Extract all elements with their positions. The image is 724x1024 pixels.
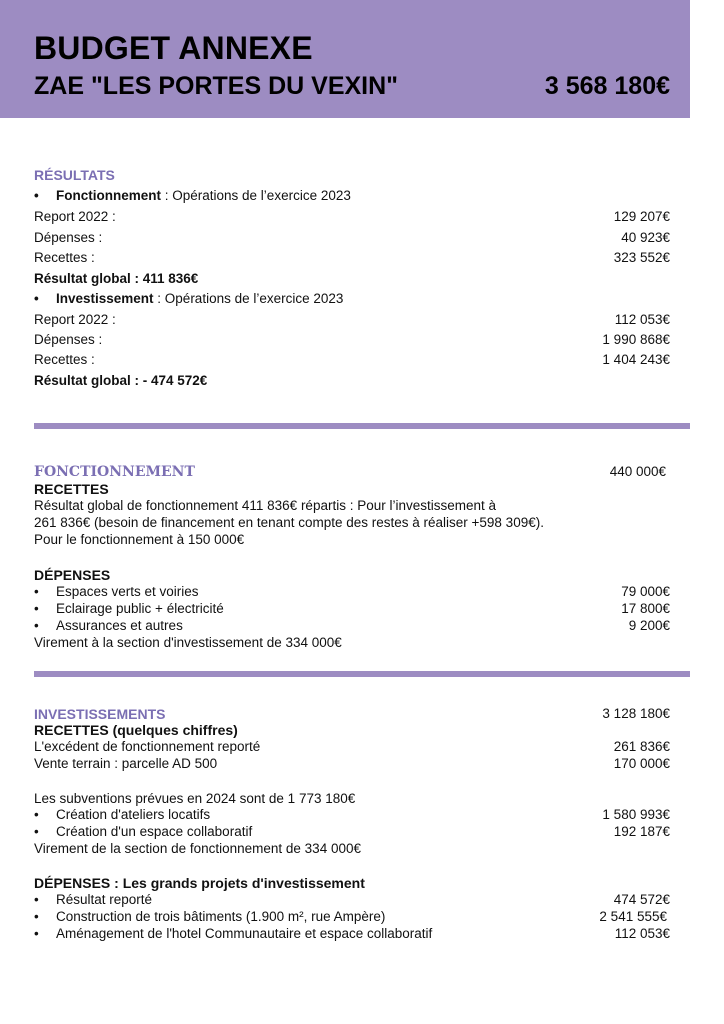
list-item [34,806,670,824]
list-item [34,600,670,618]
recettes-title: RECETTES (quelques chiffres) [34,722,238,738]
bullet-icon: • [34,291,39,306]
global-result-text: Résultat global : 411 836€ [34,271,199,286]
investissements-total: 3 128 180€ [602,706,670,721]
bullet-icon: • [34,584,39,599]
row-label: Report 2022 : [34,312,116,327]
virement-text: Virement de la section de fonctionnement de 334 000€ [34,841,361,856]
investissement-global-result [34,372,670,390]
row-label: L'excédent de fonctionnement reporté [34,739,261,754]
resultats-title: RÉSULTATS [34,167,115,183]
paragraph-line: Pour le fonctionnement à 150 000€ [34,532,245,547]
list-item [34,617,670,635]
recettes-heading [34,721,670,739]
document-total: 3 568 180€ [544,72,670,100]
row-value: 261 836€ [613,739,670,754]
bullet-icon: • [34,892,39,907]
list-item [34,925,670,943]
fonctionnement-label: Fonctionnement [56,188,161,203]
depenses-title: DÉPENSES : Les grands projets d'investissement [34,875,365,891]
depenses-heading [34,874,670,892]
list-item [34,583,670,601]
document-title: BUDGET ANNEXE [34,30,313,66]
bullet-icon: • [34,188,39,203]
investissements-title: INVESTISSEMENTS [34,706,166,722]
subventions-intro-text: Les subventions prévues en 2024 sont de 1 773 180€ [34,791,356,806]
recettes-title: RECETTES [34,481,109,497]
bullet-icon: • [34,909,39,924]
fonctionnement-total: 440 000€ [609,464,666,479]
paragraph-line: Résultat global de fonctionnement 411 836€ répartis : Pour l’investissement à [34,498,497,513]
resultats-heading [34,166,670,184]
section-divider [34,671,690,677]
row-value: 1 404 243€ [602,352,670,367]
item-label: Création d'un espace collaboratif [56,824,253,839]
virement-text: Virement à la section d'investissement de 334 000€ [34,635,342,650]
item-label: Création d'ateliers locatifs [56,807,211,822]
table-row [34,229,670,247]
recettes-heading [34,480,670,498]
row-label: Recettes : [34,352,95,367]
item-label: Construction de trois bâtiments (1.900 m², rue Ampère) [56,909,386,924]
item-value: 1 580 993€ [602,807,670,822]
fonctionnement-label-detail: : Opérations de l’exercice 2023 [161,188,351,203]
item-label: Résultat reporté [56,892,153,907]
item-label: Eclairage public + électricité [56,601,224,616]
row-label: Dépenses : [34,230,103,245]
investissement-subheading [34,290,670,308]
list-item [34,823,670,841]
virement-line [34,840,670,858]
fonctionnement-title: FONCTIONNEMENT [34,464,195,480]
row-value: 323 552€ [613,250,670,265]
bullet-icon: • [34,601,39,616]
recettes-paragraph [34,497,654,548]
bullet-icon: • [34,926,39,941]
item-value: 17 800€ [621,601,670,616]
table-row [34,208,670,226]
section-divider [34,423,690,429]
row-value: 40 923€ [621,230,670,245]
item-value: 2 541 555€ [599,909,667,924]
table-row [34,738,670,756]
bullet-icon: • [34,807,39,822]
row-value: 170 000€ [613,756,670,771]
list-item [34,908,670,926]
paragraph-line: 261 836€ (besoin de financement en tenant compte des restes à réaliser +598 309€). [34,515,544,530]
depenses-title: DÉPENSES [34,567,111,583]
item-label: Assurances et autres [56,618,183,633]
bullet-icon: • [34,618,39,633]
row-value: 1 990 868€ [602,332,670,347]
table-row [34,351,670,369]
document-subtitle: ZAE "LES PORTES DU VEXIN" [34,72,399,100]
item-label: Espaces verts et voiries [56,584,199,599]
fonctionnement-global-result [34,270,670,288]
table-row [34,249,670,267]
virement-line [34,634,670,652]
row-label: Recettes : [34,250,95,265]
investissement-label-detail: : Opérations de l’exercice 2023 [153,291,344,306]
table-row [34,755,670,773]
list-item [34,891,670,909]
global-result-text: Résultat global : - 474 572€ [34,373,208,388]
header-banner [0,0,690,118]
fonctionnement-heading [34,463,670,481]
bullet-icon: • [34,824,39,839]
row-label: Report 2022 : [34,209,116,224]
item-value: 9 200€ [628,618,670,633]
item-value: 192 187€ [613,824,670,839]
item-value: 112 053€ [614,926,670,941]
item-value: 474 572€ [613,892,670,907]
row-value: 129 207€ [613,209,670,224]
table-row [34,331,670,349]
row-label: Vente terrain : parcelle AD 500 [34,756,218,771]
depenses-heading [34,566,670,584]
item-value: 79 000€ [621,584,670,599]
table-row [34,311,670,329]
row-value: 112 053€ [614,312,670,327]
investissement-label: Investissement [56,291,154,306]
fonctionnement-subheading [34,187,670,205]
item-label: Aménagement de l'hotel Communautaire et espace collaboratif [56,926,433,941]
row-label: Dépenses : [34,332,103,347]
